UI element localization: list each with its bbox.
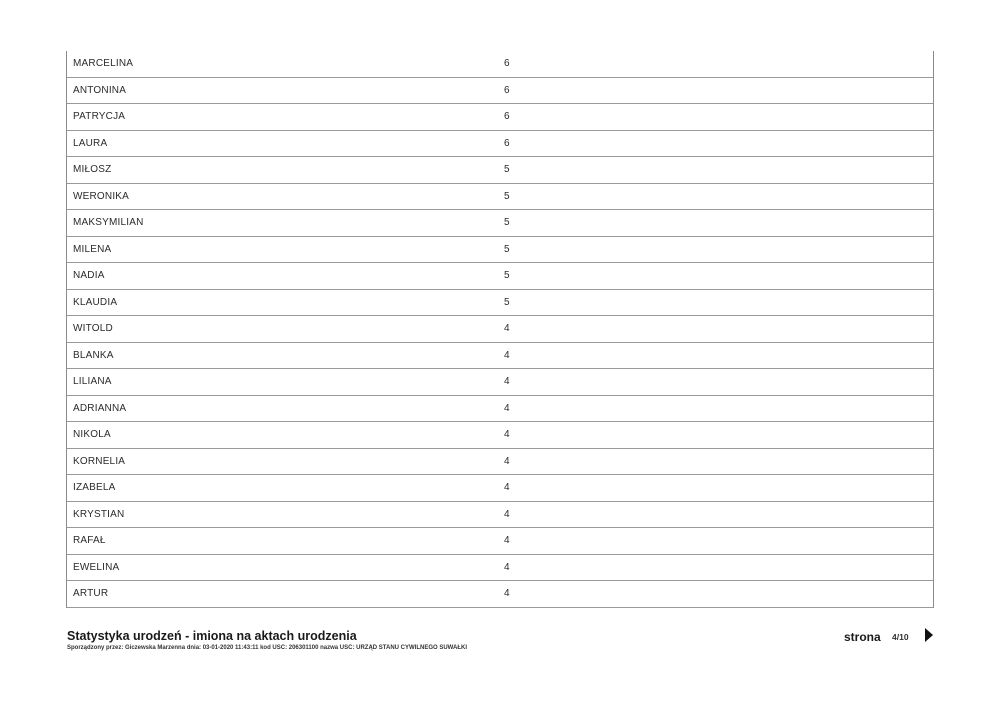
page-number: 4/10 — [892, 632, 909, 642]
table-row — [67, 157, 933, 184]
table-row — [67, 51, 933, 78]
next-page-icon[interactable] — [925, 628, 933, 642]
table-row — [67, 316, 933, 343]
table-row — [67, 210, 933, 237]
table-row — [67, 581, 933, 608]
names-table — [66, 51, 934, 608]
table-row — [67, 237, 933, 264]
count-cell: 4 — [504, 376, 510, 387]
table-row — [67, 131, 933, 158]
name-cell: WERONIKA — [73, 190, 130, 202]
name-cell: MAKSYMILIAN — [73, 217, 144, 228]
table-row — [67, 78, 933, 105]
count-cell: 4 — [504, 402, 510, 414]
name-cell: NADIA — [73, 270, 105, 281]
table-row — [67, 184, 933, 211]
name-cell: LILIANA — [73, 376, 112, 387]
table-row — [67, 422, 933, 449]
table-row — [67, 475, 933, 502]
name-cell: KORNELIA — [73, 455, 126, 467]
count-cell: 4 — [504, 561, 510, 573]
count-cell: 4 — [504, 535, 510, 546]
table-row — [67, 396, 933, 423]
name-cell: KRYSTIAN — [73, 508, 125, 520]
name-cell: ADRIANNA — [73, 402, 127, 414]
count-cell: 4 — [504, 429, 510, 440]
table-row — [67, 449, 933, 476]
name-cell: IZABELA — [73, 482, 116, 493]
name-cell: WITOLD — [73, 323, 113, 334]
table-row — [67, 502, 933, 529]
name-cell: LAURA — [73, 137, 108, 149]
count-cell: 6 — [504, 111, 510, 122]
table-row — [67, 104, 933, 131]
name-cell: RAFAŁ — [73, 535, 106, 546]
count-cell: 5 — [504, 270, 510, 281]
table-row — [67, 555, 933, 582]
count-cell: 6 — [504, 84, 510, 96]
count-cell: 5 — [504, 296, 510, 308]
count-cell: 4 — [504, 482, 510, 493]
name-cell: MARCELINA — [73, 58, 134, 69]
count-cell: 4 — [504, 588, 510, 599]
count-cell: 6 — [504, 58, 510, 69]
name-cell: ANTONINA — [73, 84, 127, 96]
count-cell: 4 — [504, 323, 510, 334]
count-cell: 4 — [504, 455, 510, 467]
name-cell: ARTUR — [73, 588, 109, 599]
name-cell: EWELINA — [73, 561, 120, 573]
count-cell: 4 — [504, 508, 510, 520]
table-row — [67, 263, 933, 290]
name-cell: PATRYCJA — [73, 111, 126, 122]
count-cell: 5 — [504, 190, 510, 202]
count-cell: 4 — [504, 349, 510, 361]
report-title: Statystyka urodzeń - imiona na aktach urodzenia — [67, 629, 357, 643]
name-cell: MILENA — [73, 243, 112, 255]
table-row — [67, 528, 933, 555]
count-cell: 5 — [504, 243, 510, 255]
name-cell: MIŁOSZ — [73, 164, 112, 175]
name-cell: BLANKA — [73, 349, 114, 361]
table-row — [67, 343, 933, 370]
report-subtitle: Sporządzony przez: Giczewska Marzenna dnia: 03-01-2020 11:43:11 kod USC: 206301100 nazwa USC: URZĄD STANU CYWILNEGO SUWAŁKI — [67, 645, 468, 651]
count-cell: 6 — [504, 137, 510, 149]
count-cell: 5 — [504, 217, 510, 228]
table-row — [67, 290, 933, 317]
name-cell: KLAUDIA — [73, 296, 118, 308]
count-cell: 5 — [504, 164, 510, 175]
name-cell: NIKOLA — [73, 429, 111, 440]
table-row — [67, 369, 933, 396]
page-label: strona — [844, 630, 881, 644]
